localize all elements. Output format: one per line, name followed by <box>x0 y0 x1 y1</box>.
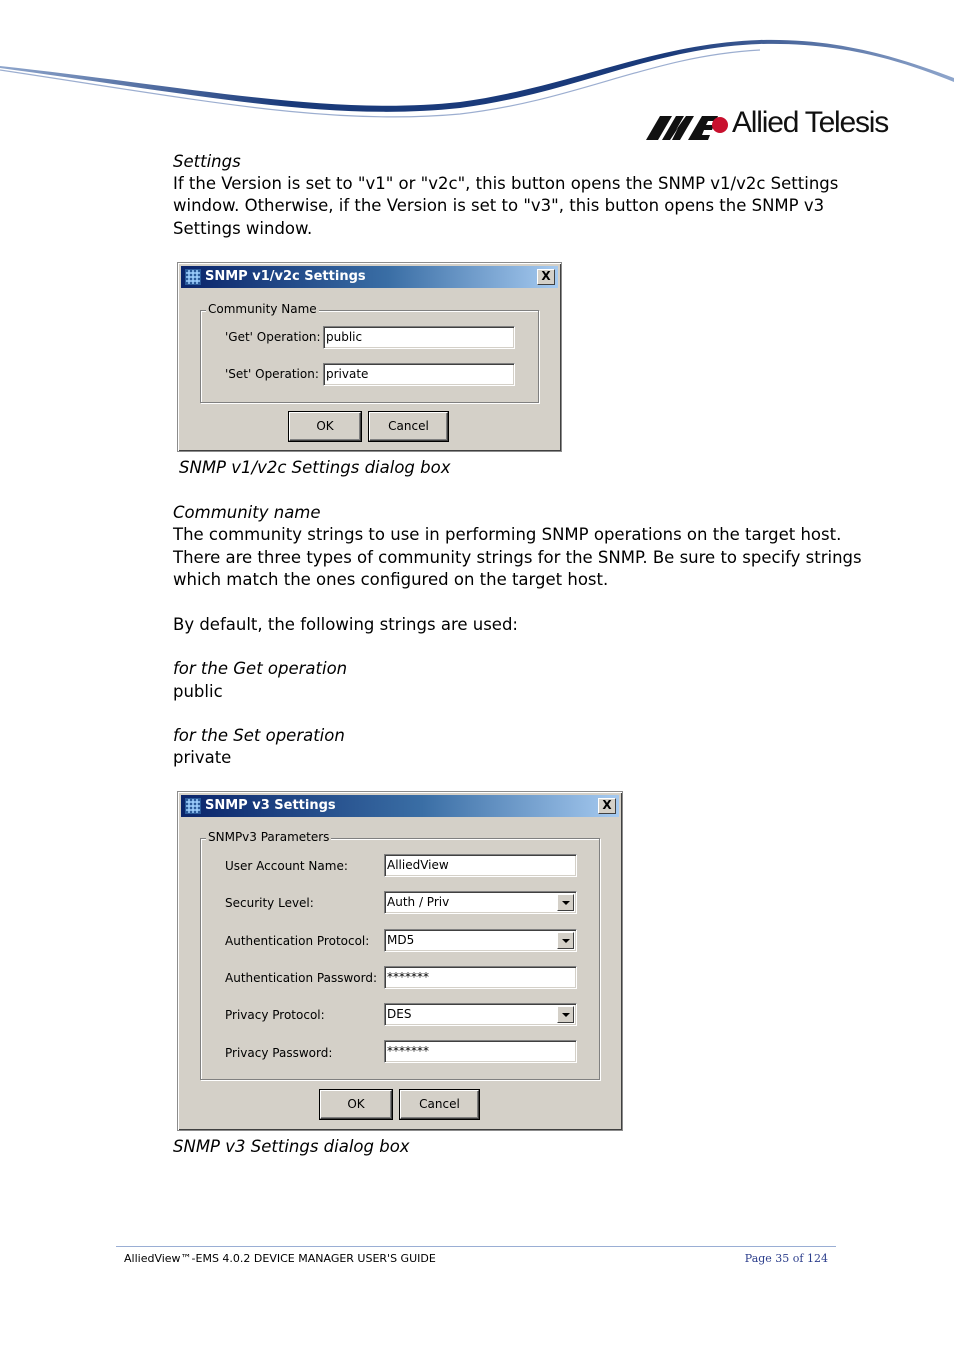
privacy-protocol-label: Privacy Protocol: <box>225 1008 325 1022</box>
footer-rule <box>116 1246 836 1247</box>
security-level-value: Auth / Priv <box>387 895 450 909</box>
user-account-label: User Account Name: <box>225 859 348 873</box>
community-name-legend: Community Name <box>208 302 317 316</box>
settings-heading: Settings <box>173 152 241 171</box>
footer-guide-title: AlliedView™-EMS 4.0.2 DEVICE MANAGER USER'S GUIDE <box>124 1252 436 1265</box>
privacy-protocol-value: DES <box>387 1007 412 1021</box>
user-account-input[interactable]: AlliedView <box>384 854 577 877</box>
default-line: By default, the following strings are used: <box>173 615 518 634</box>
chevron-down-icon[interactable] <box>557 1006 574 1023</box>
auth-protocol-label: Authentication Protocol: <box>225 934 370 948</box>
allied-telesis-logo <box>646 108 906 148</box>
community-heading: Community name <box>173 503 321 522</box>
settings-line-3: Settings window. <box>173 219 313 238</box>
privacy-password-input[interactable]: ******* <box>384 1040 577 1063</box>
auth-protocol-select[interactable] <box>384 929 577 952</box>
dialog1-ok-button[interactable]: OK <box>289 412 361 441</box>
logo-mark-icon <box>646 114 730 144</box>
get-operation-heading: for the Get operation <box>173 659 348 678</box>
privacy-protocol-select[interactable] <box>384 1003 577 1026</box>
chevron-down-icon[interactable] <box>557 932 574 949</box>
get-operation-label: 'Get' Operation: <box>225 330 321 344</box>
dialog2-titlebar[interactable] <box>181 795 619 817</box>
community-name-group <box>200 302 539 403</box>
auth-protocol-value: MD5 <box>387 933 415 947</box>
security-level-label: Security Level: <box>225 896 314 910</box>
get-operation-default: public <box>173 682 223 701</box>
dialog1-close-icon[interactable]: X <box>537 269 555 285</box>
snmpv3-parameters-legend: SNMPv3 Parameters <box>208 830 330 844</box>
dialog1-title: SNMP v1/v2c Settings <box>205 269 366 284</box>
dialog1-cancel-button[interactable]: Cancel <box>369 412 448 441</box>
app-grid-icon <box>185 269 201 285</box>
app-grid-icon <box>185 798 201 814</box>
community-line-1: The community strings to use in performing SNMP operations on the target host. <box>173 525 842 544</box>
auth-password-label: Authentication Password: <box>225 971 377 985</box>
caption-dialog2: SNMP v3 Settings dialog box <box>173 1137 410 1156</box>
dialog2-ok-button[interactable]: OK <box>320 1090 392 1119</box>
auth-password-input[interactable]: ******* <box>384 966 577 989</box>
community-line-3: which match the ones configured on the target host. <box>173 570 609 589</box>
chevron-down-icon[interactable] <box>557 894 574 911</box>
set-operation-label: 'Set' Operation: <box>225 367 319 381</box>
security-level-select[interactable] <box>384 891 577 914</box>
community-line-2: There are three types of community strings for the SNMP. Be sure to specify strings <box>173 548 862 567</box>
dialog2-title: SNMP v3 Settings <box>205 798 336 813</box>
dialog1-titlebar[interactable] <box>181 266 558 288</box>
privacy-password-label: Privacy Password: <box>225 1046 333 1060</box>
footer-page-number: Page 35 of 124 <box>744 1252 828 1265</box>
dialog2-close-icon[interactable]: X <box>598 798 616 814</box>
dialog2-cancel-button[interactable]: Cancel <box>400 1090 479 1119</box>
set-operation-heading: for the Set operation <box>173 726 345 745</box>
set-operation-default: private <box>173 748 232 767</box>
snmp-v3-dialog <box>177 791 623 1131</box>
brand-name: Allied Telesis <box>732 106 889 139</box>
settings-line-2: window. Otherwise, if the Version is set to "v3", this button opens the SNMP v3 <box>173 196 825 215</box>
set-operation-input[interactable]: private <box>323 363 515 386</box>
caption-dialog1: SNMP v1/v2c Settings dialog box <box>179 458 451 477</box>
get-operation-input[interactable]: public <box>323 326 515 349</box>
settings-line-1: If the Version is set to "v1" or "v2c", this button opens the SNMP v1/v2c Settings <box>173 174 839 193</box>
snmp-v1v2c-dialog <box>177 262 562 452</box>
